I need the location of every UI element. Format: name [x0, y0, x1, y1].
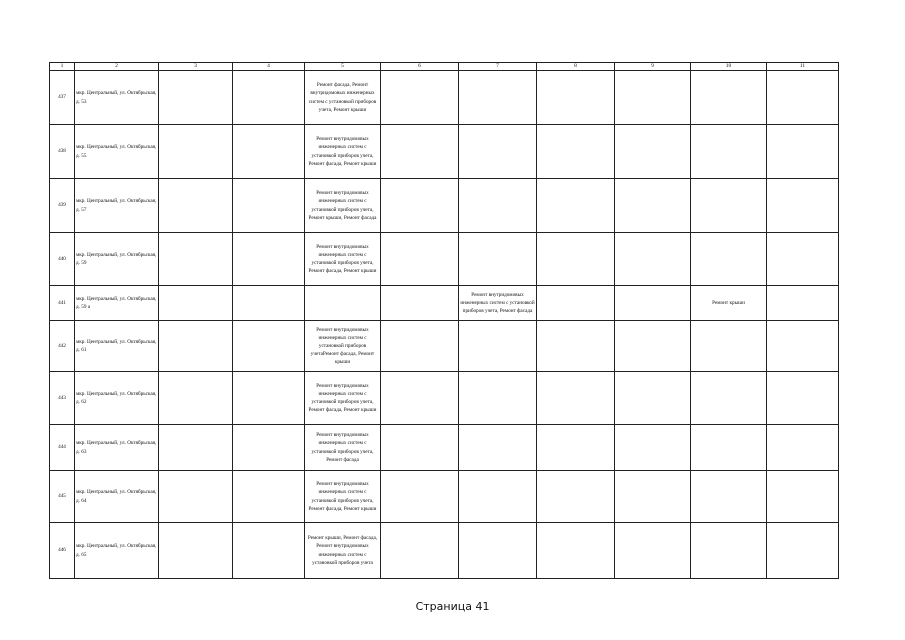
column-number-8: 8 [537, 63, 615, 71]
row-number-cell: 439 [50, 179, 75, 233]
column-number-7: 7 [459, 63, 537, 71]
work-cell-col-9 [615, 233, 691, 286]
column-number-3: 3 [159, 63, 233, 71]
work-cell-col-8 [537, 179, 615, 233]
address-cell: мкр. Центральный, ул. Октябрьская, д. 53 [75, 71, 159, 125]
column-number-10: 10 [691, 63, 767, 71]
address-cell: мкр. Центральный, ул. Октябрьская, д. 63 [75, 425, 159, 471]
row-number-cell: 438 [50, 125, 75, 179]
work-cell-col-5: Ремонт внутридомовых инженерных систем с установкой приборов учета, Ремонт фасада [305, 425, 381, 471]
work-cell-col-5: Ремонт внутридомовых инженерных систем с установкой приборов учета, Ремонт фасада, Ремонт крыши [305, 125, 381, 179]
table-row [50, 372, 839, 425]
work-cell-col-7 [459, 471, 537, 523]
work-cell-col-6 [381, 425, 459, 471]
row-number-cell: 437 [50, 71, 75, 125]
work-cell-col-8 [537, 425, 615, 471]
work-cell-col-5: Ремонт крыши, Ремонт фасада, Ремонт внутридомовых инженерных систем с установкой приборов учета [305, 523, 381, 579]
address-cell: мкр. Центральный, ул. Октябрьская, д. 59 а [75, 286, 159, 321]
work-cell-col-8 [537, 471, 615, 523]
table-header-row [50, 63, 839, 71]
work-cell-col-8 [537, 286, 615, 321]
work-cell-col-7 [459, 425, 537, 471]
work-cell-col-4 [233, 286, 305, 321]
work-cell-col-9 [615, 372, 691, 425]
column-number-9: 9 [615, 63, 691, 71]
work-cell-col-9 [615, 125, 691, 179]
work-cell-col-6 [381, 471, 459, 523]
work-cell-col-11 [767, 321, 839, 372]
work-cell-col-10 [691, 523, 767, 579]
table-row [50, 71, 839, 125]
work-cell-col-10 [691, 321, 767, 372]
work-cell-col-10 [691, 71, 767, 125]
work-cell-col-4 [233, 125, 305, 179]
work-cell-col-7 [459, 125, 537, 179]
work-cell-col-7 [459, 321, 537, 372]
work-cell-col-3 [159, 125, 233, 179]
address-cell: мкр. Центральный, ул. Октябрьская, д. 55 [75, 125, 159, 179]
work-cell-col-8 [537, 71, 615, 125]
work-cell-col-11 [767, 425, 839, 471]
address-cell: мкр. Центральный, ул. Октябрьская, д. 64 [75, 471, 159, 523]
work-cell-col-8 [537, 523, 615, 579]
row-number-cell: 442 [50, 321, 75, 372]
table-row [50, 321, 839, 372]
work-cell-col-6 [381, 372, 459, 425]
work-cell-col-7 [459, 523, 537, 579]
work-cell-col-8 [537, 233, 615, 286]
work-schedule-table [49, 62, 839, 579]
row-number-cell: 443 [50, 372, 75, 425]
table-row [50, 286, 839, 321]
work-cell-col-4 [233, 471, 305, 523]
work-cell-col-5: Ремонт внутридомовых инженерных систем с установкой приборов учета, Ремонт фасада, Ремонт крыши [305, 372, 381, 425]
row-number-cell: 441 [50, 286, 75, 321]
row-number-cell: 445 [50, 471, 75, 523]
column-number-11: 11 [767, 63, 839, 71]
work-cell-col-9 [615, 523, 691, 579]
work-cell-col-8 [537, 372, 615, 425]
work-cell-col-5: Ремонт внутридомовых инженерных систем с установкой приборов учета, Ремонт крыши, Ремонт фасада [305, 179, 381, 233]
row-number-cell: 440 [50, 233, 75, 286]
work-cell-col-3 [159, 233, 233, 286]
work-cell-col-3 [159, 179, 233, 233]
work-cell-col-10 [691, 372, 767, 425]
work-cell-col-6 [381, 286, 459, 321]
work-cell-col-3 [159, 523, 233, 579]
work-cell-col-6 [381, 179, 459, 233]
work-cell-col-3 [159, 286, 233, 321]
work-cell-col-6 [381, 71, 459, 125]
work-cell-col-3 [159, 71, 233, 125]
work-cell-col-11 [767, 523, 839, 579]
work-cell-col-6 [381, 233, 459, 286]
work-cell-col-3 [159, 372, 233, 425]
table-row [50, 425, 839, 471]
work-cell-col-11 [767, 71, 839, 125]
work-cell-col-10 [691, 125, 767, 179]
work-cell-col-7 [459, 179, 537, 233]
table-row [50, 179, 839, 233]
work-cell-col-11 [767, 179, 839, 233]
work-cell-col-9 [615, 321, 691, 372]
column-number-5: 5 [305, 63, 381, 71]
work-cell-col-9 [615, 286, 691, 321]
work-cell-col-11 [767, 233, 839, 286]
address-cell: мкр. Центральный, ул. Октябрьская, д. 57 [75, 179, 159, 233]
row-number-cell: 444 [50, 425, 75, 471]
table-row [50, 233, 839, 286]
page-number: Страница 41 [415, 600, 490, 613]
address-cell: мкр. Центральный, ул. Октябрьская, д. 62 [75, 372, 159, 425]
work-cell-col-11 [767, 286, 839, 321]
work-cell-col-8 [537, 125, 615, 179]
address-cell: мкр. Центральный, ул. Октябрьская, д. 59 [75, 233, 159, 286]
work-cell-col-4 [233, 179, 305, 233]
table-row [50, 523, 839, 579]
work-cell-col-6 [381, 321, 459, 372]
address-cell: мкр. Центральный, ул. Октябрьская, д. 65 [75, 523, 159, 579]
work-cell-col-9 [615, 179, 691, 233]
row-number-cell: 446 [50, 523, 75, 579]
table-row [50, 471, 839, 523]
work-cell-col-7: Ремонт внутридомовых инженерных систем с установкой приборов учета, Ремонт фасада [459, 286, 537, 321]
work-cell-col-7 [459, 372, 537, 425]
work-cell-col-10: Ремонт крыши [691, 286, 767, 321]
address-cell: мкр. Центральный, ул. Октябрьская, д. 61 [75, 321, 159, 372]
column-number-1: 1 [50, 63, 75, 71]
work-cell-col-4 [233, 372, 305, 425]
work-cell-col-5: Ремонт внутридомовых инженерных систем с установкой приборов учета, Ремонт фасада, Ремонт крыши [305, 471, 381, 523]
work-cell-col-3 [159, 321, 233, 372]
work-cell-col-6 [381, 125, 459, 179]
work-cell-col-9 [615, 71, 691, 125]
work-cell-col-10 [691, 425, 767, 471]
work-cell-col-11 [767, 372, 839, 425]
work-cell-col-8 [537, 321, 615, 372]
work-cell-col-10 [691, 471, 767, 523]
work-cell-col-11 [767, 125, 839, 179]
work-cell-col-7 [459, 71, 537, 125]
work-cell-col-3 [159, 425, 233, 471]
column-number-2: 2 [75, 63, 159, 71]
table-row [50, 125, 839, 179]
work-cell-col-10 [691, 179, 767, 233]
work-cell-col-5 [305, 286, 381, 321]
work-cell-col-4 [233, 71, 305, 125]
work-cell-col-3 [159, 471, 233, 523]
work-cell-col-11 [767, 471, 839, 523]
work-cell-col-5: Ремонт внутридомовых инженерных систем с установкой приборов учета, Ремонт фасада, Ремонт крыши [305, 233, 381, 286]
work-cell-col-4 [233, 425, 305, 471]
work-cell-col-4 [233, 523, 305, 579]
work-cell-col-4 [233, 233, 305, 286]
work-cell-col-5: Ремонт внутридомовых инженерных систем с установкой приборов учетаРемонт фасада, Ремонт крыши [305, 321, 381, 372]
work-cell-col-9 [615, 471, 691, 523]
column-number-6: 6 [381, 63, 459, 71]
work-cell-col-5: Ремонт фасада, Ремонт внутридомовых инженерных систем с установкой приборов учета, Ремонт крыши [305, 71, 381, 125]
column-number-4: 4 [233, 63, 305, 71]
work-cell-col-9 [615, 425, 691, 471]
work-cell-col-6 [381, 523, 459, 579]
work-cell-col-4 [233, 321, 305, 372]
work-cell-col-10 [691, 233, 767, 286]
work-cell-col-7 [459, 233, 537, 286]
